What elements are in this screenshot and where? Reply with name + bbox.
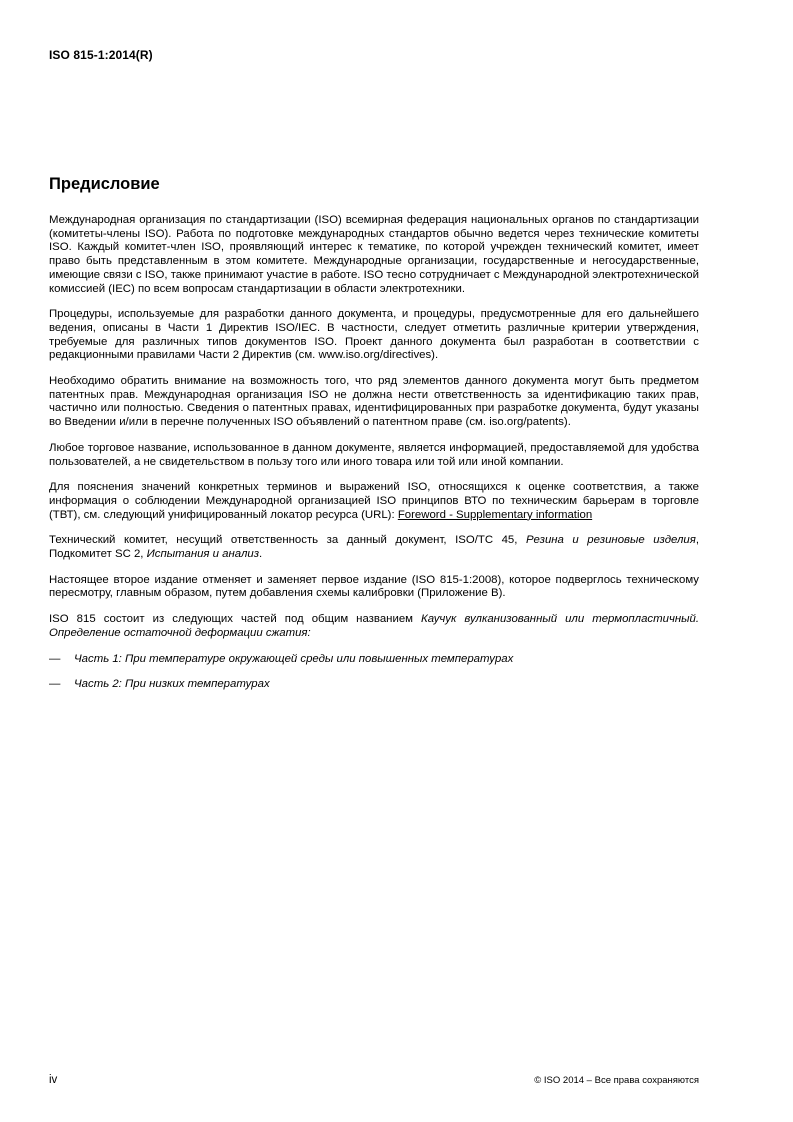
paragraph-trade-names: Любое торговое название, использованное в данном документе, является информацией, предоставляемой для удобства пользователей, а не свидетельством в пользу того или иного товара или той или иной компании. [49,441,699,468]
committee-title: Резина и резиновые изделия [525,534,696,547]
foreword-section [49,175,699,704]
general-title: Каучук вулканизованный или термопластичный. Определение остаточной деформации сжатия: [49,613,699,639]
paragraph-committee [49,534,699,561]
list-dash: — [49,678,61,691]
paragraph-edition: Настоящее второе издание отменяет и заменяет первое издание (ISO 815-1:2008), которое подверглось техническому пересмотру, главным образом, путем добавления схемы калибровки (Приложение B). [49,573,699,600]
committee-text: Технический комитет, несущий ответственность за данный документ, ISO/TC 45, [49,534,526,547]
copyright-notice: © ISO 2014 – Все права сохраняются [534,1075,699,1086]
committee-end: . [259,548,263,561]
subcommittee-title: Испытания и анализ [146,548,260,561]
paragraph-conformity [49,481,699,522]
section-title: Предисловие [49,175,160,193]
paragraph-parts-intro [49,613,699,640]
supplementary-info-link[interactable]: Foreword - Supplementary information [397,508,593,521]
part-title: Часть 2: При низких температурах [74,678,270,691]
list-item [49,678,699,692]
paragraph-procedures: Процедуры, используемые для разработки данного документа, и процедуры, предусмотренные для его дальнейшего ведения, описаны в Части 1 Директив ISO/IEC. В частности, следует отметить различные критерии утверждения, требуемые для различных типов документов ISO. Проект данного документа был разработан в соответствии с редакционными правилами Части 2 Директив (см. www.iso.org/directives). [49,308,699,362]
conformity-text: Для пояснения значений конкретных терминов и выражений ISO, относящихся к оценке соответствия, а также информация о соблюдении Международной организацией ISO принципов ВТО по техническим барьерам в торговле (ТВТ), см. следующий унифицированный локатор ресурса (URL): [49,481,699,521]
paragraph-iso-organization: Международная организация по стандартизации (ISO) всемирная федерация национальных органов по стандартизации (комитеты-члены ISO). Работа по подготовке международных стандартов обычно ведется через технические комитеты ISO. Каждый комитет-член ISO, проявляющий интерес к тематике, по которой учрежден технический комитет, имеет право быть представленным в этом комитете. Международные организации, государственные и негосударственные, имеющие связи с ISO, также принимают участие в работе. ISO тесно сотрудничает с Международной электротехнической комиссией (IEC) по всем вопросам стандартизации в области электротехники. [49,214,699,295]
part-title: Часть 1: При температуре окружающей среды или повышенных температурах [74,652,514,665]
paragraph-patents: Необходимо обратить внимание на возможность того, что ряд элементов данного документа могут быть предметом патентных прав. Международная организация ISO не должна нести ответственность за идентификацию таких прав, частично или полностью. Сведения о патентных правах, идентифицированных при разработке документа, будут указаны во Введении и/или в перечне полученных ISO объявлений о патентном праве (см. iso.org/patents). [49,375,699,429]
list-dash: — [49,652,61,665]
list-item [49,653,699,667]
page-number: iv [49,1074,58,1086]
document-identifier: ISO 815-1:2014(R) [49,48,153,62]
subcommittee-text: , Подкомитет SC 2, [49,534,699,561]
parts-intro-text: ISO 815 состоит из следующих частей под общим названием [49,613,422,626]
